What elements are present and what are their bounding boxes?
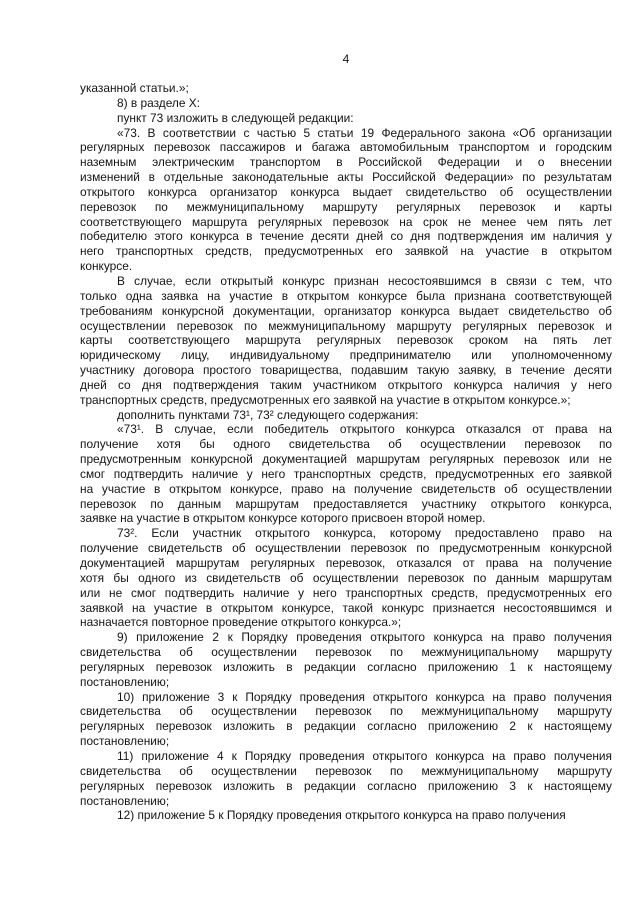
text-line: транспортных средств, предусмотренных его заявкой на участие в открытом конкурсе.»; xyxy=(80,392,571,407)
text-line: заявкой на участие в открытом конкурсе, такой конкурс признается несостоявшимся и xyxy=(80,600,612,615)
text-line: назначается повторное проведение открытого конкурса.»; xyxy=(80,615,402,630)
text-line: свидетельства об осуществлении перевозок по межмуниципальному маршруту xyxy=(80,704,612,719)
text-line: регулярных перевозок изложить в редакции согласно приложению 1 к настоящему xyxy=(80,659,612,674)
text-line: пункт 73 изложить в следующей редакции: xyxy=(117,110,354,125)
text-line: 73². Если участник открытого конкурса, которому предоставлено право на xyxy=(117,526,612,541)
paragraph xyxy=(80,808,612,823)
text-line: только одна заявка на участие в открытом конкурсе была признана соответствующей xyxy=(80,288,612,303)
text-line: получение хотя бы одного свидетельства об осуществлении перевозок по xyxy=(80,437,612,452)
text-line: В случае, если открытый конкурс признан несостоявшимся в связи с тем, что xyxy=(117,273,612,288)
text-line: наземным электрическим транспортом в Российской Федерации и о внесении xyxy=(80,155,612,170)
text-line: 8) в разделе X: xyxy=(117,95,201,110)
text-line: «73¹. В случае, если победитель открытого конкурса отказался от права на xyxy=(117,422,612,437)
text-line: 10) приложение 3 к Порядку проведения открытого конкурса на право получения xyxy=(117,689,612,704)
text-line: 12) приложение 5 к Порядку проведения открытого конкурса на право получения xyxy=(117,808,566,823)
paragraph xyxy=(80,274,612,408)
text-line: «73. В соответствии с частью 5 статьи 19 Федерального закона «Об организации xyxy=(117,125,612,140)
text-line: участнику договора простого товарищества, подавшим такую заявку, в течение десяти xyxy=(80,363,612,378)
text-line: заявке на участие в открытом конкурсе которого присвоен второй номер. xyxy=(80,511,486,526)
text-line: свидетельства об осуществлении перевозок по межмуниципальному маршруту xyxy=(80,645,612,660)
text-line: перевозок по межмуниципальному маршруту регулярных перевозок и карты xyxy=(80,199,612,214)
paragraph xyxy=(80,749,612,808)
text-line: получение свидетельств об осуществлении перевозок по предусмотренным конкурсной xyxy=(80,541,612,556)
text-line: регулярных перевозок изложить в редакции согласно приложению 2 к настоящему xyxy=(80,719,612,734)
text-line: 9) приложение 2 к Порядку проведения открытого конкурса на право получения xyxy=(117,630,612,645)
paragraph xyxy=(80,126,612,274)
text-line: дополнить пунктами 73¹, 73² следующего содержания: xyxy=(117,407,419,422)
text-line: открытого конкурса организатор конкурса выдает свидетельство об осуществлении xyxy=(80,184,612,199)
text-line: постановлению; xyxy=(80,793,170,808)
text-line: постановлению; xyxy=(80,734,170,749)
paragraph xyxy=(80,408,612,423)
text-line: предусмотренным конкурсной документацией маршрутам регулярных перевозок или не xyxy=(80,452,612,467)
text-line: требованиям конкурсной документации, организатор конкурса выдает свидетельство об xyxy=(80,303,612,318)
paragraph xyxy=(80,630,612,689)
text-line: победителю этого конкурса в течение десяти дней со дня подтверждения им наличия у xyxy=(80,229,612,244)
paragraph xyxy=(80,422,612,526)
paragraph xyxy=(80,96,612,111)
text-line: на участие в открытом конкурсе, право на получение свидетельств об осуществлении xyxy=(80,481,612,496)
text-line: конкурсе. xyxy=(80,259,133,274)
text-line: постановлению; xyxy=(80,674,170,689)
text-line: дней со дня подтверждения таким участником открытого конкурса наличия у него xyxy=(80,377,612,392)
paragraph xyxy=(80,690,612,749)
page-number: 4 xyxy=(342,52,350,66)
continuation-line: указанной статьи.»; xyxy=(80,81,189,95)
text-line: свидетельства об осуществлении перевозок по межмуниципальному маршруту xyxy=(80,763,612,778)
text-line: перевозок по данным маршрутам предоставляется участнику открытого конкурса, xyxy=(80,496,612,511)
text-line: регулярных перевозок изложить в редакции согласно приложению 3 к настоящему xyxy=(80,778,612,793)
text-line: смог подтвердить наличие у него транспортных средств, предусмотренных его заявкой xyxy=(80,466,612,481)
text-line: 11) приложение 4 к Порядку проведения открытого конкурса на право получения xyxy=(117,748,612,763)
text-line: хотя бы одного из свидетельств об осуществлении перевозок по данным маршрутам xyxy=(80,570,612,585)
text-line: него транспортных средств, предусмотренных его заявкой на участие в открытом xyxy=(80,244,612,259)
text-line: регулярных перевозок пассажиров и багажа автомобильным транспортом и городским xyxy=(80,140,612,155)
document-body xyxy=(80,81,612,823)
text-line: карты соответствующего маршрута регулярных перевозок сроком на пять лет xyxy=(80,333,612,348)
text-line: изменений в отдельные законодательные акты Российской Федерации» по результатам xyxy=(80,170,612,185)
text-line: осуществлении перевозок по межмуниципальному маршруту регулярных перевозок и xyxy=(80,318,612,333)
text-line: документацией маршрутам регулярных перевозок, отказался от права на получение xyxy=(80,556,612,570)
paragraph xyxy=(80,111,612,126)
text-line: или не смог подтвердить наличие у него транспортных средств, предусмотренных его xyxy=(80,585,612,600)
paragraph xyxy=(80,526,612,630)
text-line: соответствующего маршрута регулярных перевозок на срок не менее чем пять лет xyxy=(80,214,612,229)
text-line: юридическому лицу, индивидуальному предпринимателю или уполномоченному xyxy=(80,348,612,363)
